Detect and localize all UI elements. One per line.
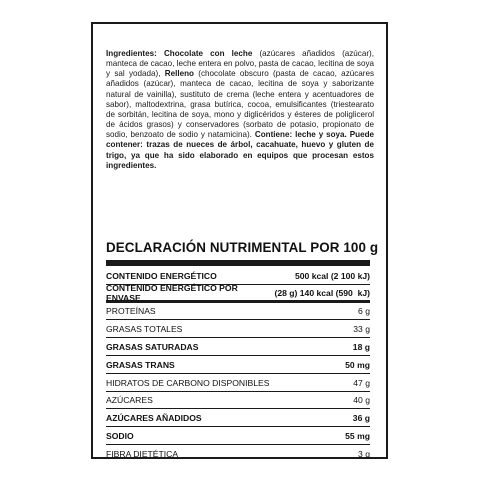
row-value: 50 mg [345, 359, 370, 370]
row-label: SODIO [106, 431, 134, 442]
row-label: HIDRATOS DE CARBONO DISPONIBLES [106, 377, 270, 388]
allergen-contains: Contiene: leche y soya. [254, 130, 347, 140]
ingredient-chocolate-con-leche: Chocolate con leche [163, 49, 253, 58]
row-value: 3 g [358, 449, 370, 460]
row-value: 18 g [352, 342, 370, 353]
ingredients-paragraph [106, 49, 374, 171]
ingredients-heading: Ingredientes: [106, 49, 157, 58]
row-value: 6 g [358, 306, 370, 317]
row-carbohydrates [106, 374, 370, 392]
row-saturated-fat [106, 338, 370, 356]
row-label: FIBRA DIETÉTICA [106, 449, 179, 460]
nutrition-label-panel [91, 22, 388, 459]
row-protein [106, 303, 370, 321]
row-value: 40 g [353, 395, 370, 406]
nutrition-table [106, 267, 370, 463]
row-added-sugars [106, 409, 370, 427]
row-value: 55 mg [345, 431, 370, 442]
ingredient-chocolate-detail: (azúcares añadidos (azúcar), manteca de cacao, leche entera en polvo, pasta de cacao, lecitina de soya y sal yodada), [106, 49, 374, 79]
row-label: CONTENIDO ENERGÉTICO [106, 270, 217, 281]
row-sugars [106, 392, 370, 410]
row-value: 33 g [353, 324, 370, 335]
row-total-fat [106, 320, 370, 338]
row-sodium [106, 427, 370, 445]
row-value: (28 g) 140 kcal (590 kJ) [274, 287, 370, 298]
allergen-may-contain: Puede contener: trazas de nueces de árbol, cacahuate, huevo y gluten de trigo, ya que ha sido elaborado en equipos que procesan estos ingredientes. [106, 130, 375, 170]
row-label: AZÚCARES AÑADIDOS [106, 413, 202, 424]
title-divider [106, 260, 370, 266]
row-value: 47 g [353, 377, 370, 388]
row-value: 500 kcal (2 100 kJ) [294, 270, 370, 281]
nutrition-title: DECLARACIÓN NUTRIMENTAL POR 100 g [106, 240, 379, 255]
row-trans-fat [106, 356, 370, 374]
row-label: GRASAS TRANS [106, 359, 175, 370]
ingredient-relleno: Relleno [164, 69, 194, 79]
ingredient-relleno-detail: (chocolate obscuro (pasta de cacao, azúcares añadidos (azúcar), manteca de cacao, lecitina de soya y saborizante natural de vainilla), sustituto de crema (leche entera y acentuadores de sabor), maltodextrina, grasa butírica, cocoa, emulsificantes (triestearato de sorbitán, lecitina de soya, mono y diglicéridos y ésteres de poliglicerol de ácidos grasos) y conservadores (sorbato de potasio, propionato de sodio, benzoato de sodio y natamicina). [106, 69, 375, 140]
row-label: AZÚCARES [106, 395, 153, 406]
row-label: PROTEÍNAS [106, 306, 156, 317]
row-fiber [106, 445, 370, 463]
row-label: CONTENIDO ENERGÉTICO POR ENVASE [106, 282, 238, 303]
row-value: 36 g [352, 413, 370, 424]
row-label: GRASAS SATURADAS [106, 342, 199, 353]
row-energy-per-package [106, 282, 370, 303]
row-label: GRASAS TOTALES [106, 324, 183, 335]
